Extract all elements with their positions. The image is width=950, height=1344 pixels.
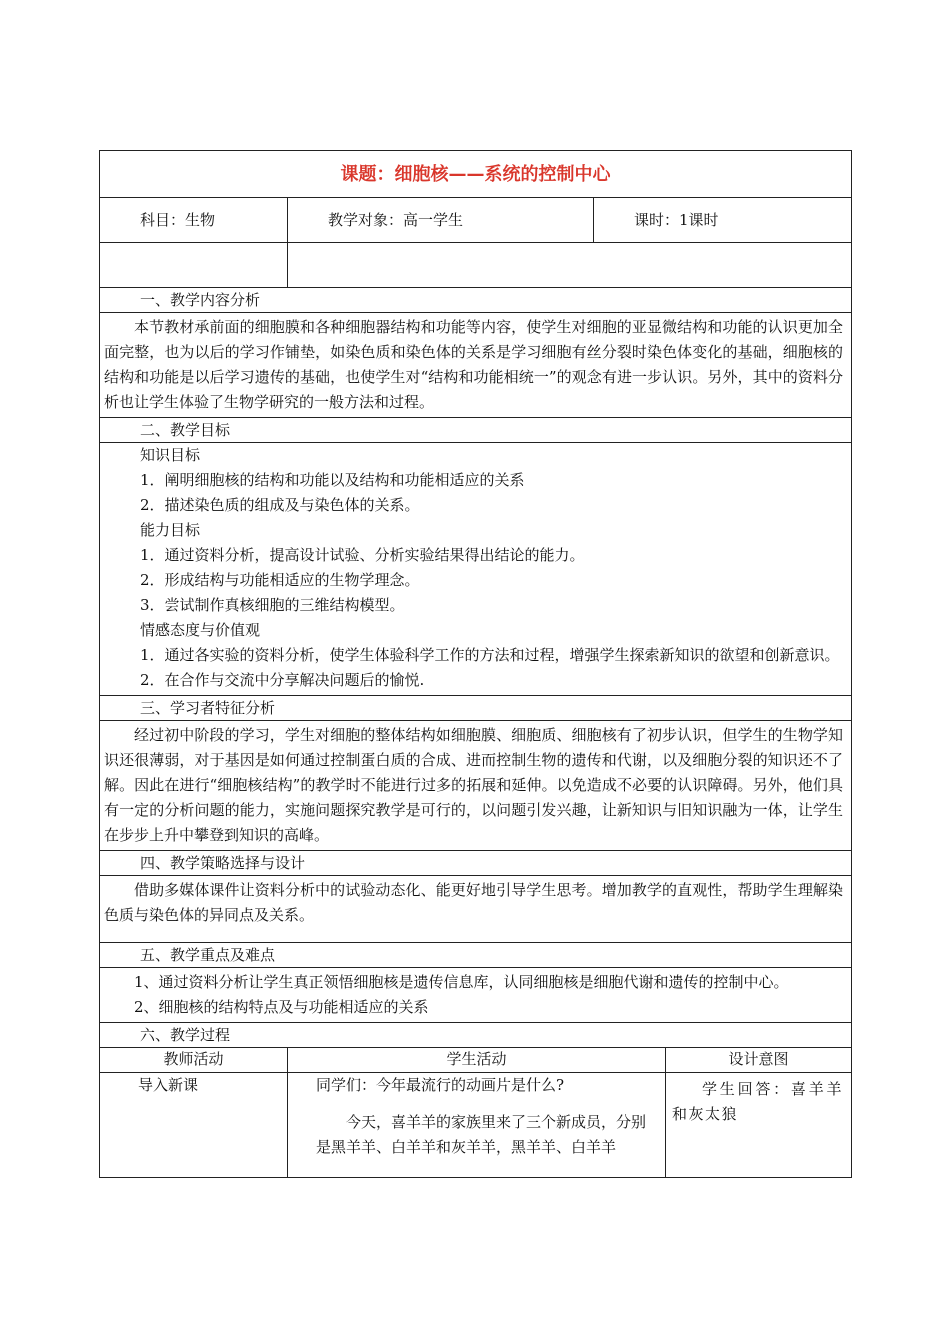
- hours-cell: 课时：1课时: [594, 198, 852, 243]
- student-story: 今天，喜羊羊的家族里来了三个新成员，分别是黑羊羊、白羊羊和灰羊羊，黑羊羊、白羊羊: [316, 1113, 647, 1156]
- knowledge-goal-1: 1．阐明细胞核的结构和功能以及结构和功能相适应的关系: [140, 471, 525, 489]
- ability-goal-1: 1．通过资料分析，提高设计试验、分析实验结果得出结论的能力。: [140, 546, 585, 564]
- col-header-student: 学生活动: [288, 1048, 666, 1073]
- learner-analysis-body: [100, 721, 852, 851]
- teacher-activity-cell: 导入新课: [100, 1073, 288, 1178]
- knowledge-goals-title: 知识目标: [140, 446, 201, 464]
- section-heading-content: 一、教学内容分析: [100, 288, 852, 313]
- section-heading-process: 六、教学过程: [100, 1023, 852, 1048]
- col-header-teacher: 教师活动: [100, 1048, 288, 1073]
- section-heading-learner: 三、学习者特征分析: [100, 696, 852, 721]
- ability-goals-title: 能力目标: [140, 521, 201, 539]
- keypoints-body: [100, 968, 852, 1023]
- strategy-text: 借助多媒体课件让资料分析中的试验动态化、能更好地引导学生思考。增加教学的直观性，帮助学生理解染色质与染色体的异同点及关系。: [104, 881, 843, 924]
- learner-analysis-text: 经过初中阶段的学习，学生对细胞的整体结构如细胞膜、细胞质、细胞核有了初步认识，但学生的生物学知识还很薄弱，对于基因是如何通过控制蛋白质的合成、进而控制生物的遗传和代谢，以及细胞分裂的知识还不了解。因此在进行“细胞核结构”的教学时不能进行过多的拓展和延伸。以免造成不必要的认识障碍。另外，他们具有一定的分析问题的能力，实施问题探究教学是可行的，以问题引发兴趣，让新知识与旧知识融为一体，让学生在步步上升中攀登到知识的高峰。: [104, 726, 843, 844]
- lesson-plan-sheet: [99, 150, 851, 1178]
- section-heading-goals: 二、教学目标: [100, 418, 852, 443]
- design-intent-cell: [666, 1073, 852, 1178]
- audience-cell: 教学对象：高一学生: [288, 198, 594, 243]
- section-heading-keypoints: 五、教学重点及难点: [100, 943, 852, 968]
- ability-goal-3: 3．尝试制作真核细胞的三维结构模型。: [140, 596, 405, 614]
- keypoint-1: 1、通过资料分析让学生真正领悟细胞核是遗传信息库，认同细胞核是细胞代谢和遗传的控制中心。: [134, 973, 789, 991]
- empty-cell-right: [288, 243, 852, 288]
- emotion-goal-2: 2．在合作与交流中分享解决问题后的愉悦.: [140, 671, 425, 689]
- design-intent-text: 学生回答：喜羊羊和灰太狼: [672, 1080, 843, 1123]
- student-question: 同学们：今年最流行的动画片是什么?: [316, 1076, 565, 1094]
- content-analysis-text: 本节教材承前面的细胞膜和各种细胞器结构和功能等内容，使学生对细胞的亚显微结构和功能的认识更加全面完整，也为以后的学习作铺垫，如染色质和染色体的关系是学习细胞有丝分裂时染色体变化的基础，细胞核的结构和功能是以后学习遗传的基础，也使学生对“结构和功能相统一”的观念有进一步认识。另外，其中的资料分析也让学生体验了生物学研究的一般方法和过程。: [104, 318, 843, 411]
- student-activity-cell: [288, 1073, 666, 1178]
- section-heading-strategy: 四、教学策略选择与设计: [100, 851, 852, 876]
- emotion-goals-title: 情感态度与价值观: [140, 621, 261, 639]
- knowledge-goal-2: 2．描述染色质的组成及与染色体的关系。: [140, 496, 420, 514]
- keypoint-2: 2、细胞核的结构特点及与功能相适应的关系: [134, 998, 429, 1016]
- lesson-title: 课题：细胞核——系统的控制中心: [100, 151, 852, 198]
- lesson-plan-table: [99, 150, 852, 1178]
- strategy-body: [100, 876, 852, 943]
- col-header-intent: 设计意图: [666, 1048, 852, 1073]
- subject-cell: 科目：生物: [100, 198, 288, 243]
- content-analysis-body: [100, 313, 852, 418]
- empty-cell-left: [100, 243, 288, 288]
- ability-goal-2: 2．形成结构与功能相适应的生物学理念。: [140, 571, 420, 589]
- goals-body: [100, 443, 852, 696]
- emotion-goal-1: 1．通过各实验的资料分析，使学生体验科学工作的方法和过程，增强学生探索新知识的欲望和创新意识。: [140, 646, 840, 664]
- spacer: [316, 1098, 657, 1110]
